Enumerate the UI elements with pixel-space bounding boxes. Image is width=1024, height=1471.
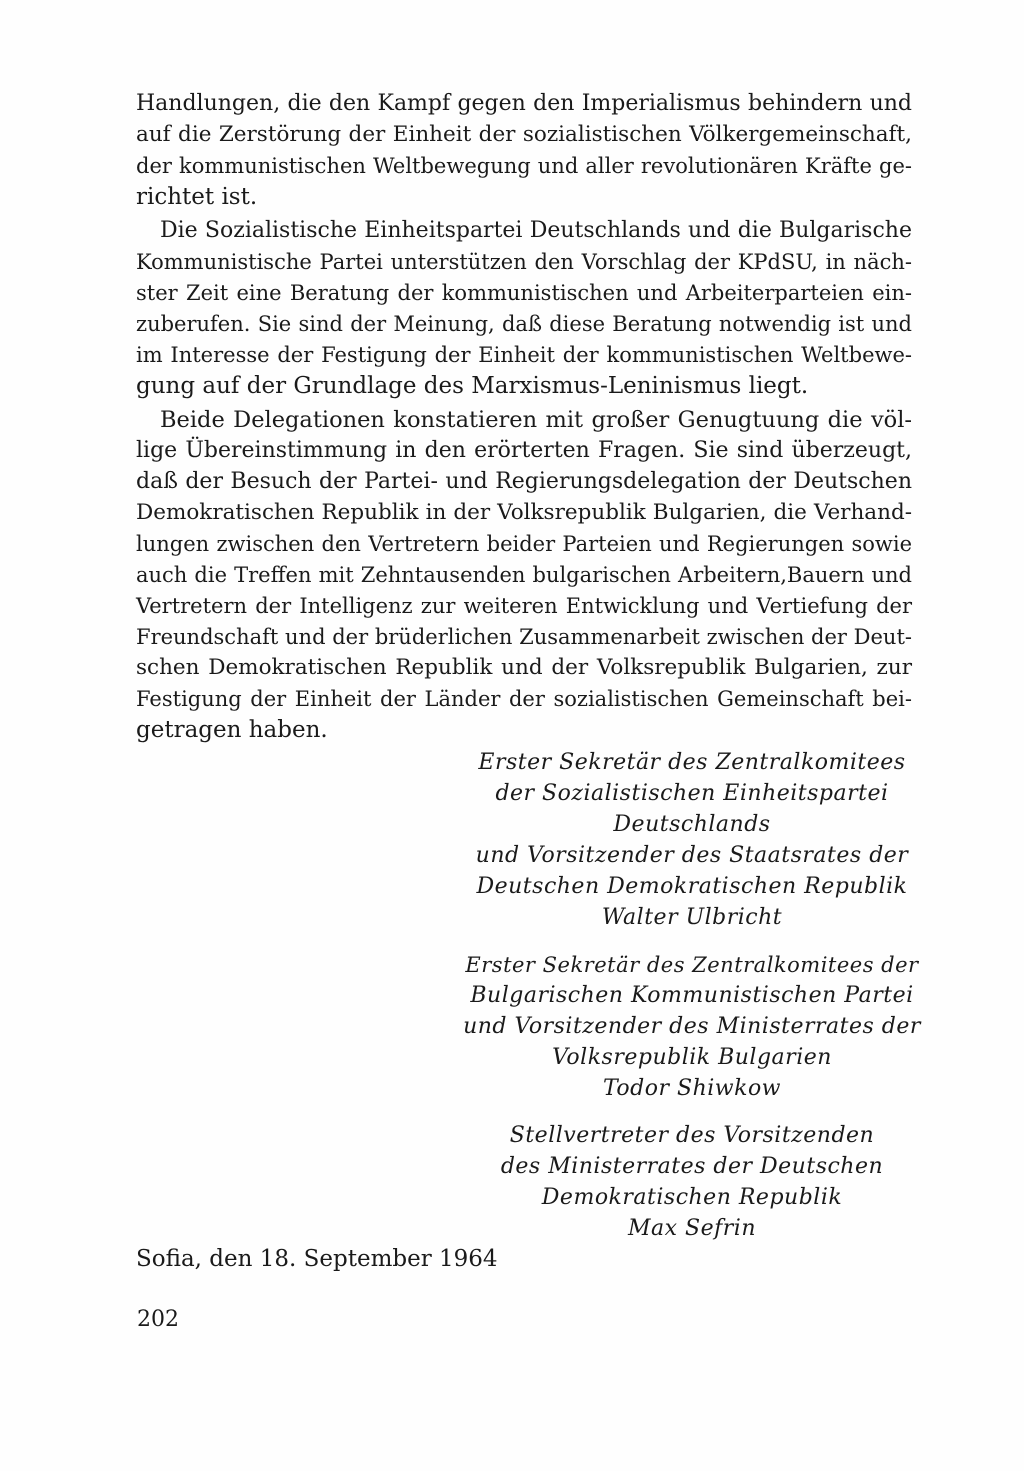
signature-line: Erster Sekretär des Zentralkomitees der xyxy=(465,953,919,977)
body-line: richtet ist. xyxy=(136,184,258,210)
signature-line: und Vorsitzender des Staatsrates der xyxy=(475,843,909,868)
body-line: lige Übereinstimmung in den erörterten Fragen. Sie sind überzeugt, xyxy=(136,438,912,463)
signature-line: Deutschen Demokratischen Republik xyxy=(476,874,908,899)
body-line: auch die Treffen mit Zehntausenden bulgarischen Arbeitern,Bauern und xyxy=(136,563,912,587)
body-line: daß der Besuch der Partei- und Regierungsdelegation der Deutschen xyxy=(136,469,912,494)
body-line: ster Zeit eine Beratung der kommunistischen und Arbeiterparteien ein- xyxy=(136,281,912,305)
body-line: zuberufen. Sie sind der Meinung, daß diese Beratung notwendig ist und xyxy=(136,312,912,336)
signatory-name: Walter Ulbricht xyxy=(601,905,783,930)
signature-line: der Sozialistischen Einheitspartei xyxy=(495,781,889,806)
body-line: Handlungen, die den Kampf gegen den Imperialismus behindern und xyxy=(136,91,912,116)
body-line: auf die Zerstörung der Einheit der sozialistischen Völkergemeinschaft, xyxy=(136,122,912,147)
body-line: im Interesse der Festigung der Einheit der kommunistischen Weltbewe- xyxy=(136,343,912,367)
body-line: getragen haben. xyxy=(136,717,328,743)
signature-line: Erster Sekretär des Zentralkomitees xyxy=(478,750,906,775)
signature-line: des Ministerrates der Deutschen xyxy=(500,1154,884,1179)
signature-line: Volksrepublik Bulgarien xyxy=(552,1045,832,1070)
body-line: Demokratischen Republik in der Volksrepublik Bulgarien, die Verhand- xyxy=(136,500,912,525)
body-line: Freundschaft und der brüderlichen Zusammenarbeit zwischen der Deut- xyxy=(136,625,912,649)
signature-line: Stellvertreter des Vorsitzenden xyxy=(509,1123,875,1148)
body-line: Vertretern der Intelligenz zur weiteren Entwicklung und Vertiefung der xyxy=(136,594,912,618)
signature-line: Demokratischen Republik xyxy=(541,1185,843,1210)
body-line: der kommunistischen Weltbewegung und aller revolutionären Kräfte ge- xyxy=(136,154,912,178)
body-line: lungen zwischen den Vertretern beider Parteien und Regierungen sowie xyxy=(136,532,912,556)
body-line: schen Demokratischen Republik und der Volksrepublik Bulgarien, zur xyxy=(136,655,912,680)
place-and-date: Sofia, den 18. September 1964 xyxy=(136,1246,498,1272)
signatory-name: Max Sefrin xyxy=(628,1216,756,1241)
body-line: Kommunistische Partei unterstützen den Vorschlag der KPdSU, in näch- xyxy=(136,250,912,274)
body-line: gung auf der Grundlage des Marxismus-Leninismus liegt. xyxy=(136,373,809,399)
body-line: Die Sozialistische Einheitspartei Deutschlands und die Bulgarische xyxy=(160,218,912,243)
page-number: 202 xyxy=(137,1307,179,1332)
body-line: Festigung der Einheit der Länder der sozialistischen Gemeinschaft bei- xyxy=(136,687,912,711)
signature-line: Bulgarischen Kommunistischen Partei xyxy=(470,983,914,1008)
signature-line: Deutschlands xyxy=(613,812,771,837)
body-line: Beide Delegationen konstatieren mit großer Genugtuung die völ- xyxy=(160,407,912,433)
signature-line: und Vorsitzender des Ministerrates der xyxy=(463,1014,921,1039)
signatory-name: Todor Shiwkow xyxy=(602,1076,782,1101)
